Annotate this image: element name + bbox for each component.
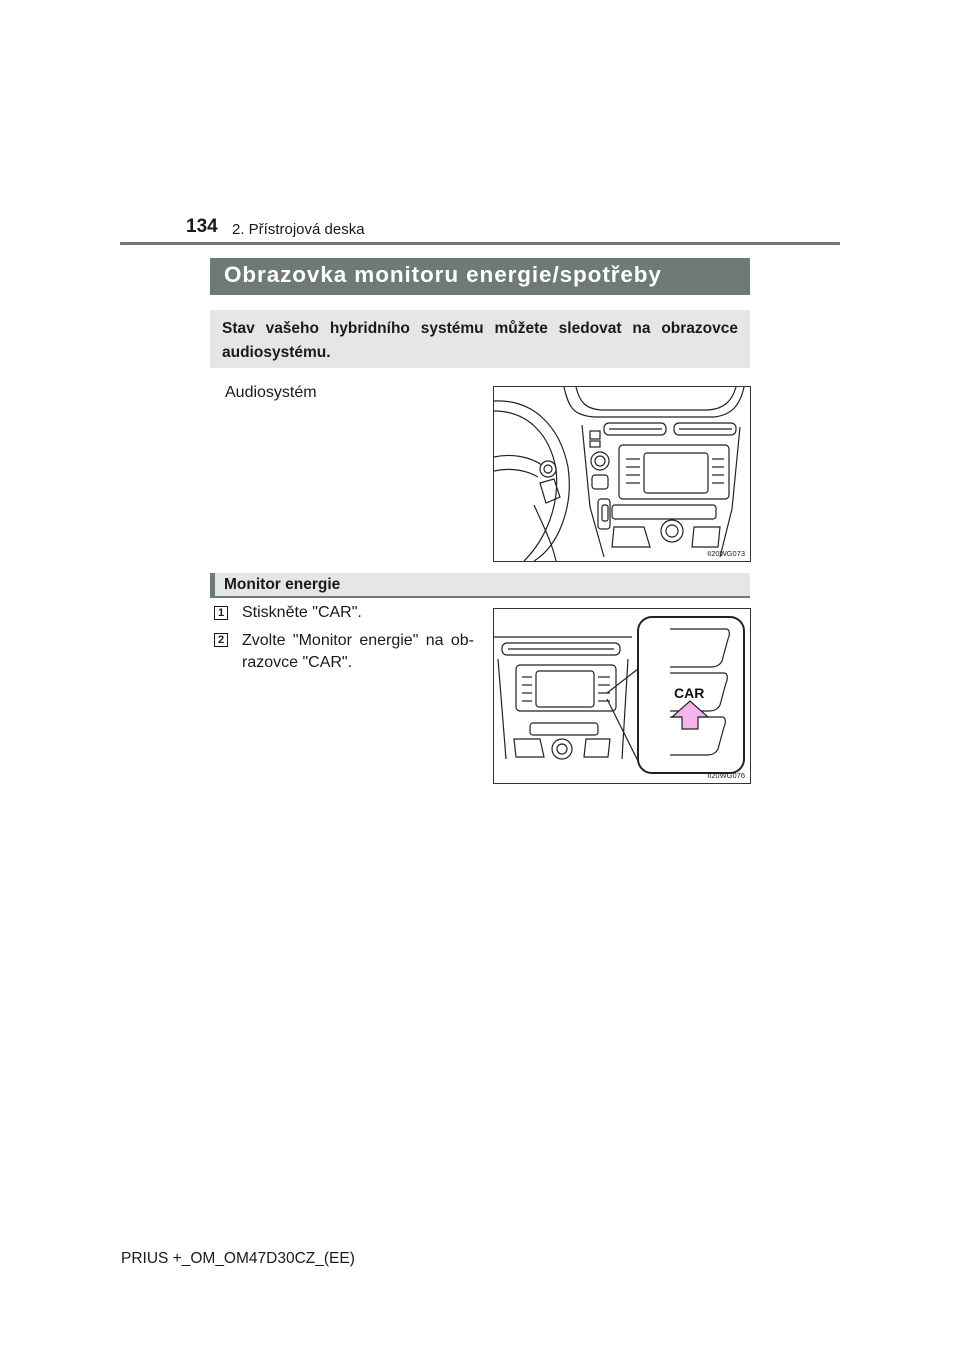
step-1-text: Stiskněte "CAR". [242,604,362,621]
figure-code: II20WG076 [707,771,745,780]
chapter-title: 2. Přístrojová deska [232,221,365,238]
intro-line-2: audiosystému. [222,344,331,361]
step-2-number: 2 [214,633,228,647]
intro-box [210,310,750,368]
header-divider [120,242,840,245]
car-button-label: CAR [674,685,705,701]
step-1-number: 1 [214,606,228,620]
intro-line-1: Stav vašeho hybridního systému můžete sledovat na obrazovce [222,320,738,337]
pointer-arrow-icon [672,701,708,729]
footer-code: PRIUS +_OM_OM47D30CZ_(EE) [121,1250,355,1267]
section-title: Obrazovka monitoru energie/spotřeby [210,258,750,295]
audio-system-label: Audiosystém [225,384,317,401]
dashboard-illustration [493,386,751,562]
step-2-line-2: razovce "CAR". [242,654,353,671]
car-button-illustration [493,608,751,784]
monitor-heading: Monitor energie [210,573,750,598]
step-2-text [242,630,474,674]
step-2-line-1: Zvolte "Monitor energie" na ob- [242,632,474,649]
figure-code: II20WG073 [707,549,745,558]
dashboard-drawing [494,387,750,561]
car-button-drawing [494,609,750,783]
page-number: 134 [186,216,218,237]
